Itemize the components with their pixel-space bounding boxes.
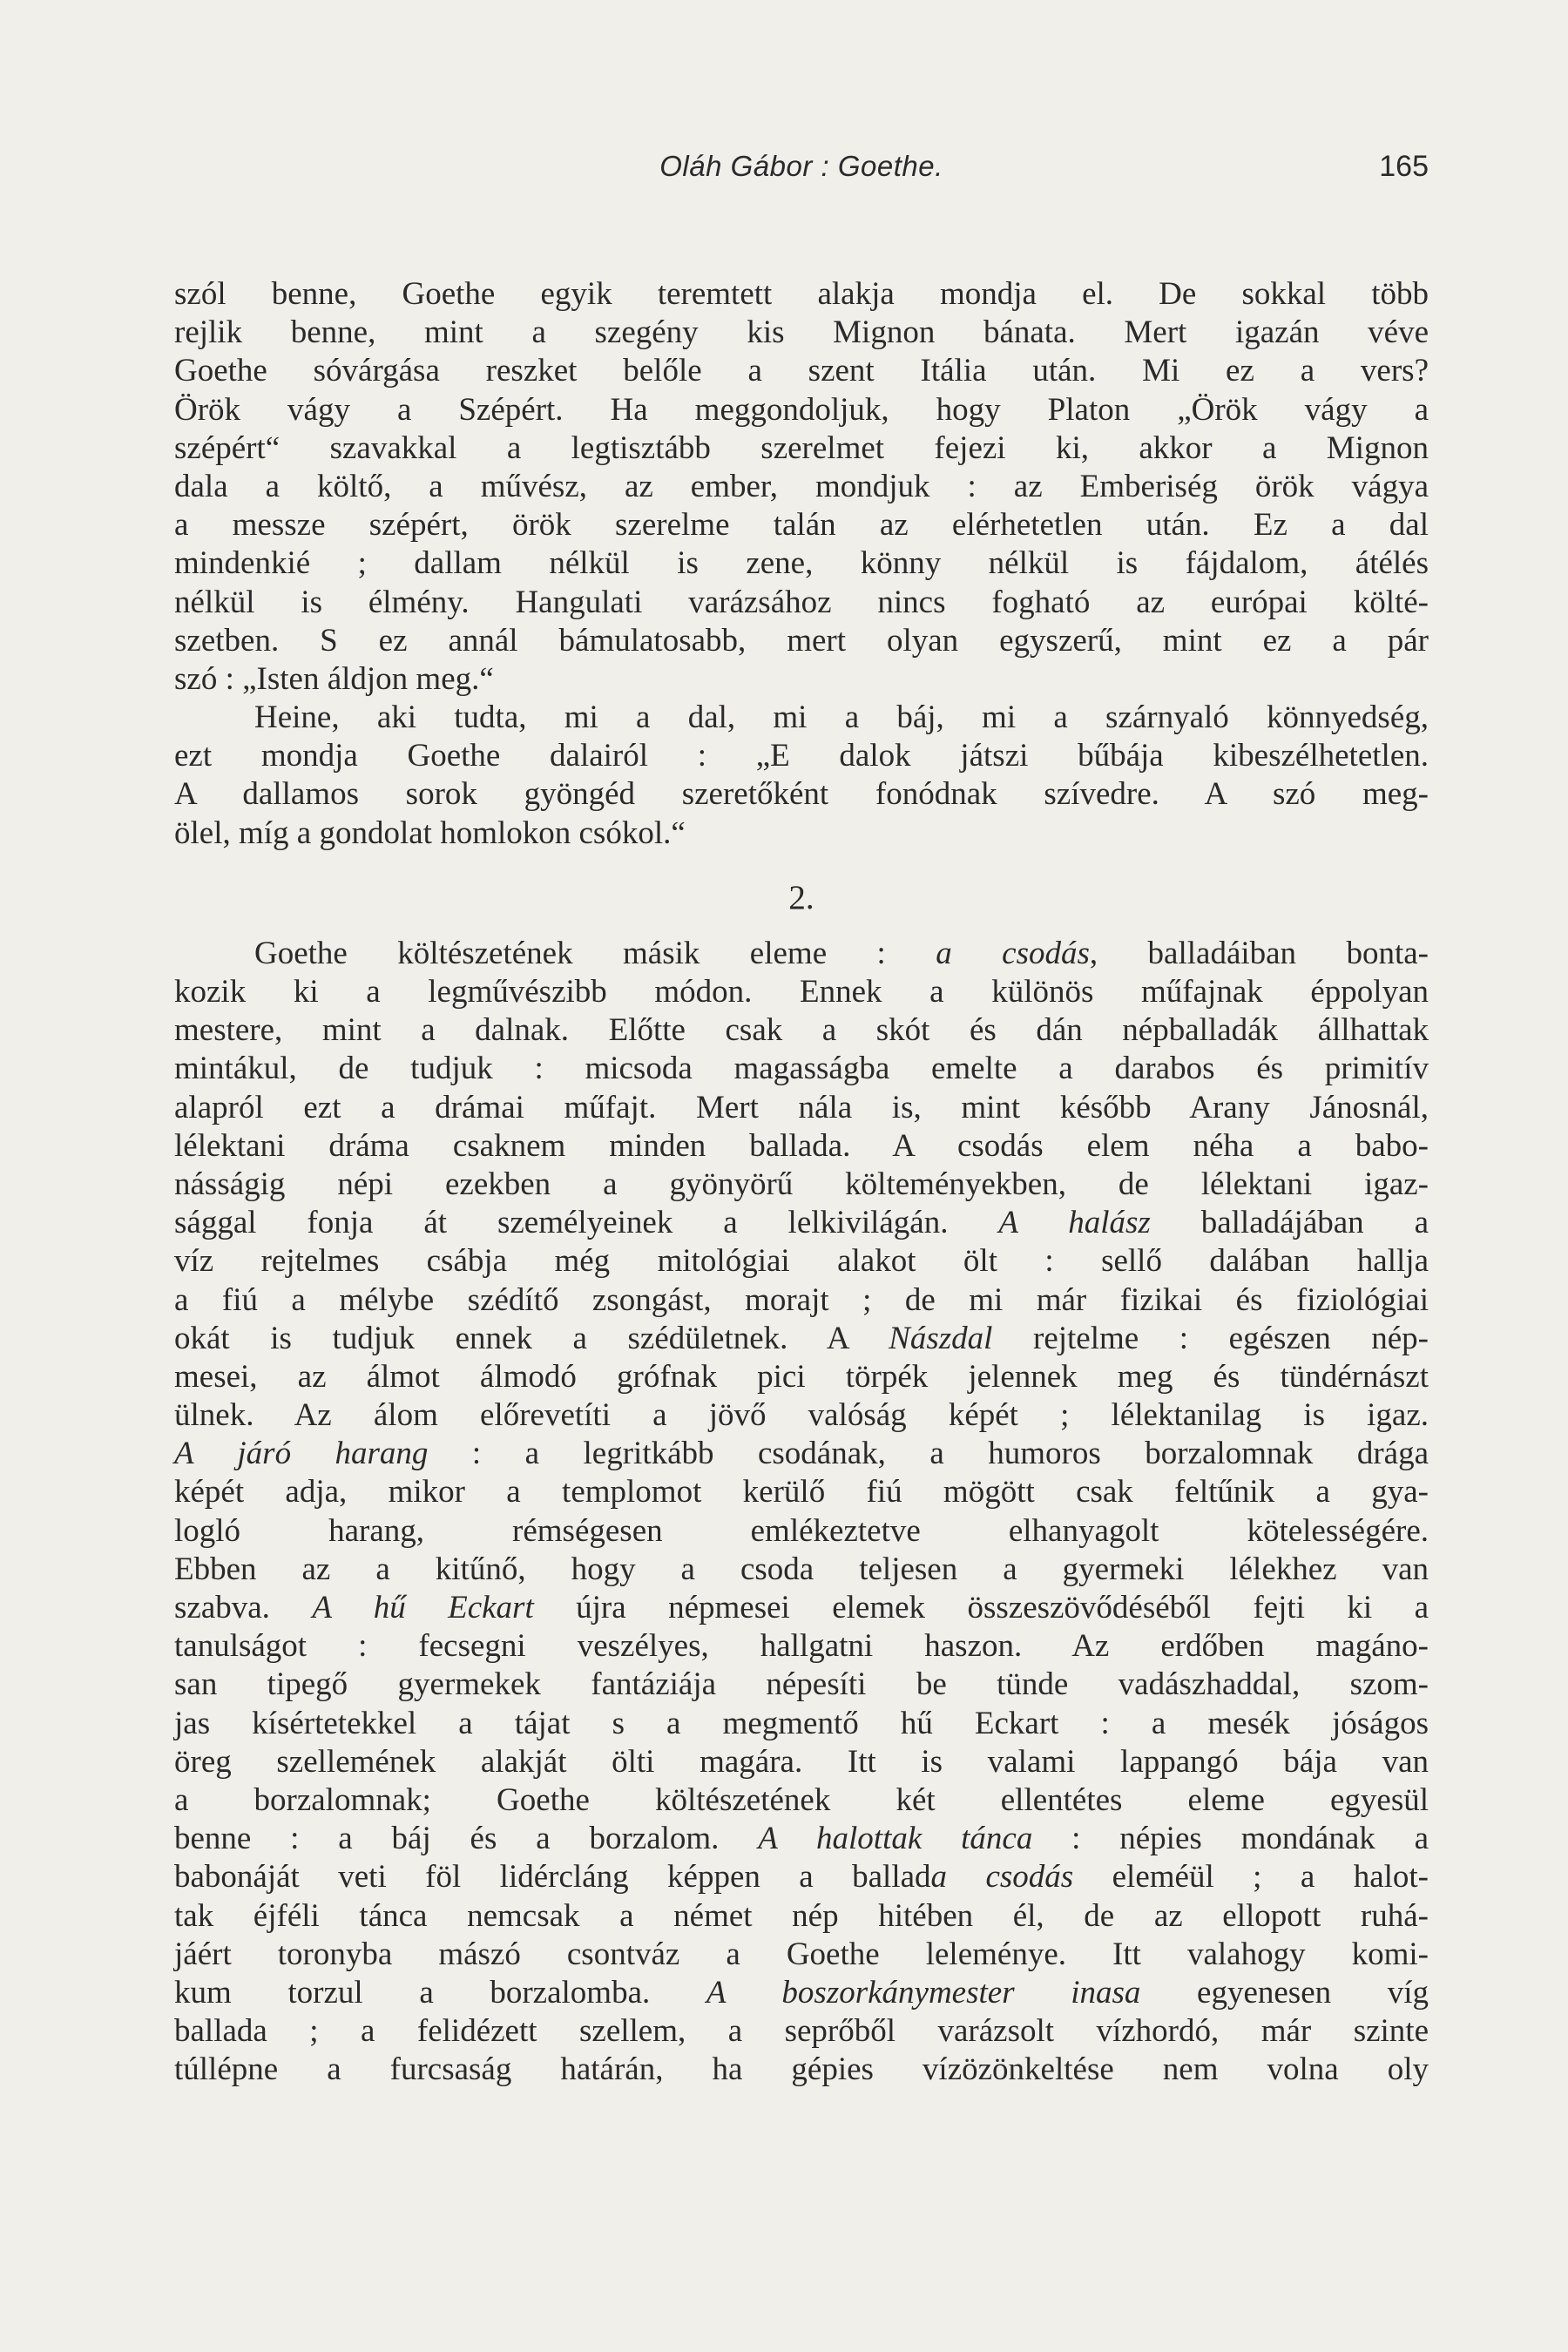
- running-title: Oláh Gábor : Goethe.: [659, 150, 943, 182]
- text-line: túllépne a furcsaság határán, ha gépies vízözönkeltése nem volna oly: [174, 2051, 1429, 2088]
- body-text: [174, 275, 1429, 2089]
- text-line: jas kísértetekkel a tájat s a megmentő hű Eckart : a mesék jóságos: [174, 1705, 1429, 1741]
- text-line: szabva. A hű Eckart újra népmesei elemek összeszövődéséből fejti ki a: [174, 1590, 1429, 1625]
- text-line: mindenkié ; dallam nélkül is zene, könny nélkül is fájdalom, átélés: [174, 545, 1429, 582]
- text-line: képét adja, mikor a templomot kerülő fiú mögött csak feltűnik a gya-: [174, 1474, 1429, 1511]
- text-line: tak éjféli tánca nemcsak a német nép hitében él, de az ellopott ruhá-: [174, 1897, 1429, 1934]
- text-line: ezt mondja Goethe dalairól : „E dalok játszi bűbája kibeszélhetetlen.: [174, 738, 1429, 774]
- text-line: A járó harang : a legritkább csodának, a humoros borzalomnak drága: [174, 1436, 1429, 1472]
- text-line: szól benne, Goethe egyik teremtett alakja mondja el. De sokkal több: [174, 276, 1429, 312]
- text-line: san tipegő gyermekek fantáziája népesíti be tünde vadászhaddal, szom-: [174, 1666, 1429, 1703]
- text-line: Ebben az a kitűnő, hogy a csoda teljesen a gyermeki lélekhez van: [174, 1551, 1429, 1587]
- text-line: Heine, aki tudta, mi a dal, mi a báj, mi a szárnyaló könnyedség,: [254, 700, 1429, 736]
- italic-title: A hű Eckart: [312, 1590, 534, 1625]
- italic-title: a csodás: [930, 1859, 1074, 1896]
- text-line: okát is tudjuk ennek a szédületnek. A Nászdal rejtelme : egészen nép-: [174, 1320, 1429, 1356]
- text-line: lélektani dráma csaknem minden ballada. A csodás elem néha a babo-: [174, 1127, 1429, 1164]
- text-line: mintákul, de tudjuk : micsoda magasságba emelte a darabos és primitív: [174, 1051, 1429, 1087]
- text-line: jáért toronyba mászó csontváz a Goethe leleménye. Itt valahogy komi-: [174, 1936, 1429, 1972]
- text-line: tanulságot : fecsegni veszélyes, hallgatni haszon. Az erdőben magáno-: [174, 1628, 1429, 1665]
- text-line: dala a költő, a művész, az ember, mondjuk : az Emberiség örök vágya: [174, 468, 1429, 504]
- text-line: a messze szépért, örök szerelme talán az elérhetetlen után. Ez a dal: [174, 507, 1429, 544]
- text-line: kum torzul a borzalomba. A boszorkánymester inasa egyenesen víg: [174, 1974, 1429, 2011]
- text-line: kozik ki a legművészibb módon. Ennek a különös műfajnak éppolyan: [174, 974, 1429, 1010]
- text-line: A dallamos sorok gyöngéd szeretőként fonódnak szívedre. A szó meg-: [174, 776, 1429, 813]
- text-line: ülnek. Az álom előrevetíti a jövő valóság képét ; lélektanilag is igaz.: [174, 1397, 1429, 1434]
- text-line: násságig népi ezekben a gyönyörű költeményekben, de lélektani igaz-: [174, 1166, 1429, 1202]
- text-line: ballada ; a felidézett szellem, a seprőből varázsolt vízhordó, már szinte: [174, 2013, 1429, 2050]
- italic-title: Nászdal: [889, 1320, 993, 1356]
- text-line: rejlik benne, mint a szegény kis Mignon bánata. Mert igazán véve: [174, 314, 1429, 351]
- italic-title: A halász: [998, 1205, 1151, 1241]
- text-line: mestere, mint a dalnak. Előtte csak a skót és dán népballadák állhattak: [174, 1012, 1429, 1049]
- section-number: 2.: [788, 878, 814, 916]
- text-line: a borzalomnak; Goethe költészetének két ellentétes eleme egyesül: [174, 1781, 1429, 1818]
- text-line: sággal fonja át személyeinek a lelkivilágán. A halász balladájában a: [174, 1205, 1429, 1241]
- italic-title: A halottak tánca: [758, 1821, 1033, 1857]
- text-line: víz rejtelmes csábja még mitológiai alakot ölt : sellő dalában hallja: [174, 1243, 1429, 1280]
- text-line: szetben. S ez annál bámulatosabb, mert olyan egyszerű, mint ez a pár: [174, 622, 1429, 659]
- page-header: [174, 150, 1429, 199]
- text-line: Goethe sóvárgása reszket belőle a szent Itália után. Mi ez a vers?: [174, 353, 1429, 389]
- page-number: 165: [1379, 150, 1429, 183]
- italic-title: A járó harang: [174, 1436, 429, 1472]
- text-line: Goethe költészetének másik eleme : a csodás, balladáiban bonta-: [254, 935, 1429, 971]
- text-line: mesei, az álmot álmodó grófnak pici törpék jelennek meg és tündérnászt: [174, 1358, 1429, 1395]
- text-line: szó : „Isten áldjon meg.“: [174, 660, 494, 697]
- italic-title: A boszorkánymester inasa: [706, 1974, 1141, 2011]
- text-line: alapról ezt a drámai műfajt. Mert nála is, mint később Arany Jánosnál,: [174, 1089, 1429, 1125]
- text-line: logló harang, rémségesen emlékeztetve elhanyagolt kötelességére.: [174, 1512, 1429, 1549]
- text-line: nélkül is élmény. Hangulati varázsához nincs fogható az európai költé-: [174, 584, 1429, 620]
- italic-title: a csodás: [936, 935, 1090, 971]
- text-line: Örök vágy a Szépért. Ha meggondoljuk, hogy Platon „Örök vágy a: [174, 391, 1429, 428]
- text-line: szépért“ szavakkal a legtisztább szerelmet fejezi ki, akkor a Mignon: [174, 429, 1429, 466]
- text-line: babonáját veti föl lidércláng képpen a ballada csodás eleméül ; a halot-: [174, 1859, 1429, 1896]
- text-line: öreg szellemének alakját ölti magára. Itt is valami lappangó bája van: [174, 1743, 1429, 1780]
- text-line: benne : a báj és a borzalom. A halottak tánca : népies mondának a: [174, 1821, 1429, 1857]
- text-line: a fiú a mélybe szédítő zsongást, morajt ; de mi már fizikai és fiziológiai: [174, 1281, 1429, 1318]
- text-line: ölel, míg a gondolat homlokon csókol.“: [174, 814, 686, 851]
